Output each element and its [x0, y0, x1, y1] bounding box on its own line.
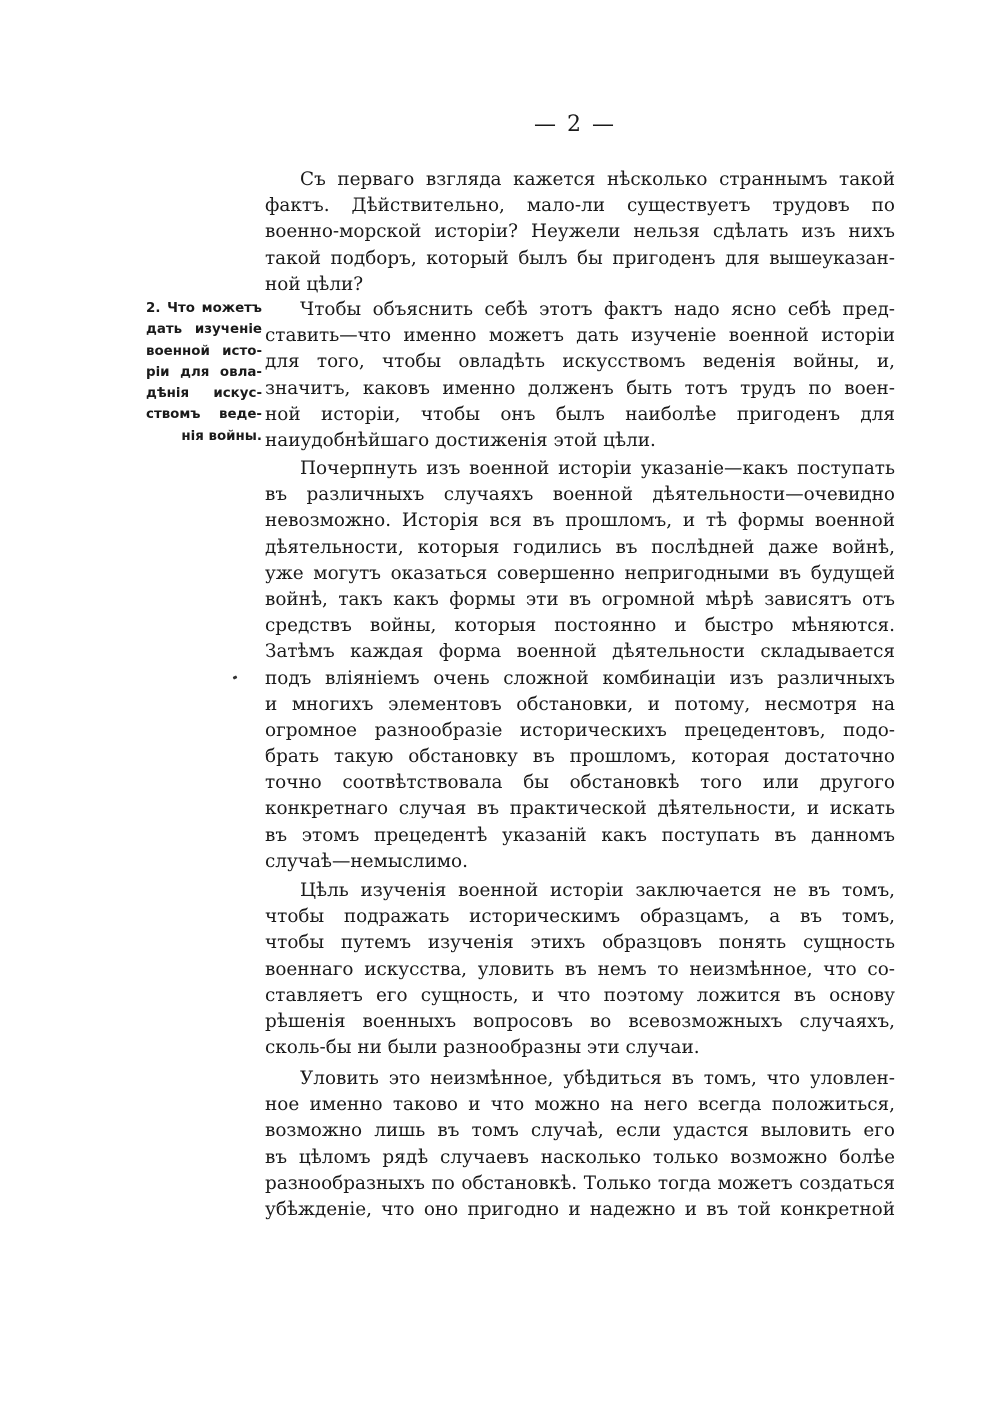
text-line: конкретнаго случая въ практической дѣятельности, и искать — [265, 798, 895, 820]
text-line: въ цѣломъ рядѣ случаевъ насколько только возможно болѣе — [265, 1146, 895, 1168]
margin-note-line: ствомъ веде- — [146, 407, 262, 423]
text-line: чтобы путемъ изученія этихъ образцовъ понять сущность — [265, 932, 895, 954]
text-line: средствъ войны, которыя постоянно и быстро мѣняются. — [265, 615, 895, 637]
text-line: наиудобнѣйшаго достиженія этой цѣли. — [265, 429, 656, 451]
text-line: значитъ, каковъ именно долженъ быть тотъ трудъ по воен- — [265, 377, 895, 399]
text-line: убѣжденіе, что оно пригодно и надежно и въ той конкретной — [265, 1198, 895, 1220]
margin-note-line: военной исто- — [146, 343, 262, 359]
text-line: Чтобы объяснить себѣ этотъ фактъ надо ясно себѣ пред- — [300, 299, 895, 320]
text-line: разнообразныхъ по обстановкѣ. Только тогда можетъ создаться — [265, 1172, 895, 1194]
text-line: дѣятельности, которыя годились въ послѣдней даже войнѣ, — [265, 536, 895, 558]
scan-speck — [233, 675, 238, 679]
text-line: брать такую обстановку въ прошломъ, которая достаточно — [265, 746, 895, 768]
text-line: для того, чтобы овладѣть искусствомъ веденія войны, и, — [265, 351, 895, 373]
text-line: возможно лишь въ томъ случаѣ, если удастся выловить его — [265, 1120, 895, 1142]
text-line: ной цѣли? — [265, 273, 364, 295]
text-line: рѣшенія военныхъ вопросовъ во всевозможныхъ случаяхъ, — [265, 1010, 895, 1032]
paragraph-3 — [265, 456, 895, 875]
margin-note-line: дать изученіе — [146, 322, 262, 338]
paragraph-4 — [265, 878, 895, 1061]
text-line: Съ перваго взгляда кажется нѣсколько страннымъ такой — [300, 169, 895, 190]
text-line: въ этомъ прецедентѣ указаній какъ поступать въ данномъ — [265, 824, 895, 846]
text-line: военнаго искусства, уловить въ немъ то неизмѣнное, что со- — [265, 958, 895, 980]
text-line: ной исторіи, чтобы онъ былъ наиболѣе пригоденъ для — [265, 403, 895, 425]
text-line: случаѣ—немыслимо. — [265, 850, 468, 872]
paragraph-1 — [265, 167, 895, 298]
text-line: фактъ. Дѣйствительно, мало-ли существуетъ трудовъ по — [265, 195, 895, 217]
text-line: Цѣль изученія военной исторіи заключается не въ томъ, — [300, 880, 895, 901]
text-line: ставить—что именно можетъ дать изученіе военной исторіи — [265, 325, 895, 347]
text-line: огромное разнообразіе историческихъ прецедентовъ, подо- — [265, 719, 895, 741]
margin-note — [146, 298, 262, 447]
page-number: — 2 — — [534, 112, 616, 137]
text-line: войнѣ, такъ какъ формы эти въ огромной мѣрѣ зависятъ отъ — [265, 588, 895, 610]
text-line: невозможно. Исторія вся въ прошломъ, и тѣ формы военной — [265, 510, 895, 532]
text-line: въ различныхъ случаяхъ военной дѣятельности—очевидно — [265, 484, 895, 506]
margin-note-line: дѣнія искус- — [146, 386, 262, 402]
text-line: Затѣмъ каждая форма военной дѣятельности складывается — [265, 641, 895, 663]
text-line: Уловить это неизмѣнное, убѣдиться въ томъ, что уловлен- — [300, 1068, 895, 1089]
margin-note-line: 2. Что можетъ — [146, 301, 262, 316]
text-line: чтобы подражать историческимъ образцамъ, а въ томъ, — [265, 906, 895, 928]
text-line: уже могутъ оказаться совершенно непригодными въ будущей — [265, 562, 895, 584]
text-line: военно-морской исторіи? Неужели нельзя сдѣлать изъ нихъ — [265, 221, 895, 243]
text-line: сколь-бы ни были разнообразны эти случаи. — [265, 1037, 700, 1059]
text-line: подъ вліяніемъ очень сложной комбинаціи изъ различныхъ — [265, 667, 895, 689]
margin-note-line: ріи для овла- — [146, 364, 262, 380]
text-line: и многихъ элементовъ обстановки, и потому, несмотря на — [265, 693, 895, 715]
text-line: ставляетъ его сущность, и что поэтому ложится въ основу — [265, 984, 895, 1006]
text-line: такой подборъ, который былъ бы пригоденъ для вышеуказан- — [265, 247, 895, 269]
text-line: точно соотвѣтствовала бы обстановкѣ того или другого — [265, 772, 895, 794]
text-line: Почерпнуть изъ военной исторіи указаніе—какъ поступать — [300, 458, 895, 479]
paragraph-2 — [265, 297, 895, 454]
paragraph-5 — [265, 1066, 895, 1223]
margin-note-line: нія войны. — [181, 428, 262, 444]
text-line: ное именно таково и что можно на него всегда положиться, — [265, 1094, 895, 1116]
